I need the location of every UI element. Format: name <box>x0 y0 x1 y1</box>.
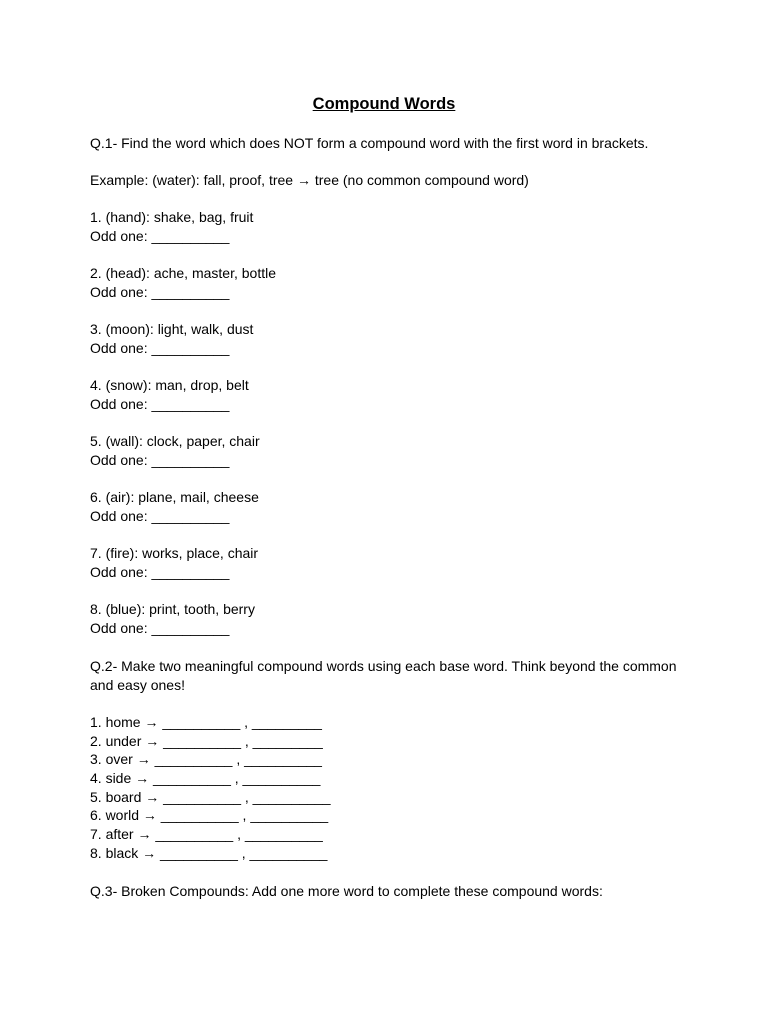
q1-item-prompt: 5. (wall): clock, paper, chair <box>90 433 260 449</box>
q1-instruction: Q.1- Find the word which does NOT form a compound word with the first word in brackets. <box>90 135 649 151</box>
q1-item <box>90 376 690 414</box>
q1-item <box>90 600 690 638</box>
q1-item-answer: Odd one: __________ <box>90 340 230 356</box>
q1-item <box>90 432 690 470</box>
q2-instruction-line1: Q.2- Make two meaningful compound words using each base word. Think beyond the common <box>90 658 677 674</box>
q1-item <box>90 488 690 526</box>
worksheet-content <box>90 134 690 901</box>
q2-item: 1. home → __________ , _________ <box>90 714 322 730</box>
q1-item-answer: Odd one: __________ <box>90 564 230 580</box>
page-title: Compound Words <box>312 95 456 113</box>
q2-item: 5. board → __________ , __________ <box>90 788 331 805</box>
q2-item: 3. over → __________ , __________ <box>90 751 322 768</box>
q1-item-prompt: 8. (blue): print, tooth, berry <box>90 601 255 617</box>
q2-instruction-line2: and easy ones! <box>90 677 185 693</box>
q1-example: Example: (water): fall, proof, tree → tree (no common compound word) <box>90 172 529 188</box>
q1-item-prompt: 2. (head): ache, master, bottle <box>90 265 276 281</box>
q1-item-prompt: 7. (fire): works, place, chair <box>90 545 259 561</box>
q2-item: 8. black → __________ , __________ <box>90 844 328 861</box>
q2-item: 2. under → __________ , _________ <box>90 732 323 749</box>
q1-item-answer: Odd one: __________ <box>90 508 230 524</box>
q1-item <box>90 264 690 302</box>
q1-item-answer: Odd one: __________ <box>90 452 230 468</box>
q1-item-answer: Odd one: __________ <box>90 284 230 300</box>
q1-item-prompt: 1. (hand): shake, bag, fruit <box>90 209 254 225</box>
q3-instruction: Q.3- Broken Compounds: Add one more word to complete these compound words: <box>90 882 603 899</box>
q2-item: 7. after → __________ , __________ <box>90 826 323 843</box>
q1-item-prompt: 6. (air): plane, mail, cheese <box>90 489 259 505</box>
q1-item <box>90 320 690 358</box>
q1-item-prompt: 3. (moon): light, walk, dust <box>90 321 254 337</box>
q2-list <box>90 713 690 863</box>
q1-item-answer: Odd one: __________ <box>90 228 230 244</box>
q1-item <box>90 208 690 246</box>
q1-item-answer: Odd one: __________ <box>90 396 230 412</box>
q1-item <box>90 544 690 582</box>
q2-item: 6. world → __________ , __________ <box>90 807 329 824</box>
q1-item-answer: Odd one: __________ <box>90 620 230 636</box>
q1-item-prompt: 4. (snow): man, drop, belt <box>90 377 249 393</box>
q2-item: 4. side → __________ , __________ <box>90 770 321 787</box>
